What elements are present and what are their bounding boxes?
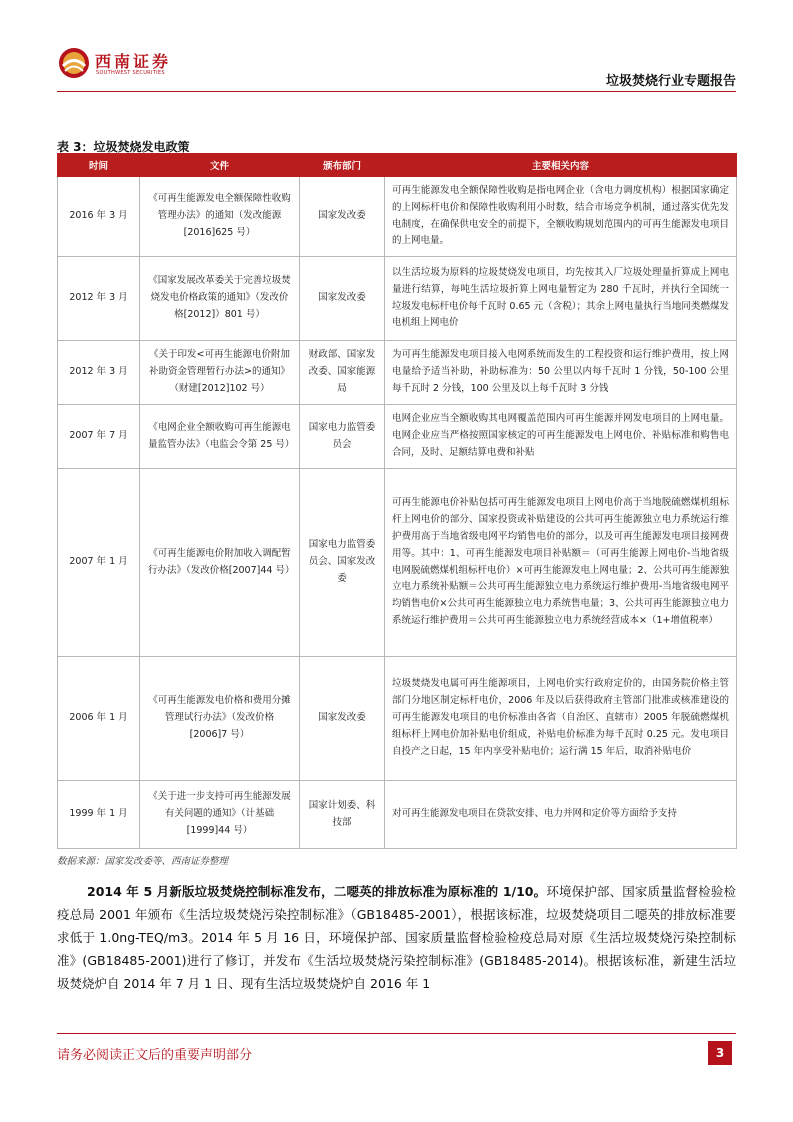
company-logo	[57, 46, 177, 86]
cell-time: 2016 年 3 月	[58, 177, 140, 257]
policy-table-container	[57, 153, 736, 849]
cell-time: 2012 年 3 月	[58, 341, 140, 405]
table-caption: 表 3：垃圾焚烧发电政策	[57, 140, 190, 154]
cell-file: 《关于进一步支持可再生能源发展有关问题的通知》（计基础[1999]44 号）	[140, 781, 300, 849]
cell-dept: 国家电力监管委员会	[300, 405, 385, 469]
report-title: 垃圾焚烧行业专题报告	[605, 74, 736, 89]
cell-dept: 国家计划委、科技部	[300, 781, 385, 849]
cell-file: 《国家发展改革委关于完善垃圾焚烧发电价格政策的通知》（发改价格[2012]）801 号）	[140, 257, 300, 341]
cell-time: 2012 年 3 月	[58, 257, 140, 341]
cell-file: 《关于印发<可再生能源电价附加补助资金管理暂行办法>的通知》（财建[2012]102 号）	[140, 341, 300, 405]
cell-content: 为可再生能源发电项目接入电网系统而发生的工程投资和运行维护费用，按上网电量给予适当补助，补助标准为：50 公里以内每千瓦时 1 分钱，50-100 公里每千瓦时 2 分钱，100 公里及以上每千瓦时 3 分钱	[385, 341, 737, 405]
page-header	[0, 0, 793, 110]
cell-dept: 国家发改委	[300, 177, 385, 257]
cell-file: 《可再生能源电价附加收入调配暂行办法》（发改价格[2007]44 号）	[140, 469, 300, 657]
data-source-note: 数据来源：国家发改委等、西南证券整理	[57, 856, 229, 867]
cell-dept: 国家电力监管委员会、国家发改委	[300, 469, 385, 657]
column-header-time: 时间	[58, 154, 140, 177]
cell-content: 以生活垃圾为原料的垃圾焚烧发电项目，均先按其入厂垃圾处理量折算成上网电量进行结算，每吨生活垃圾折算上网电量暂定为 280 千瓦时，并执行全国统一垃圾发电标杆电价每千瓦时 0.65 元（含税）；其余上网电量执行当地同类燃煤发电机组上网电价	[385, 257, 737, 341]
cell-content: 对可再生能源发电项目在贷款安排、电力并网和定价等方面给予支持	[385, 781, 737, 849]
table-row	[58, 341, 737, 405]
header-divider	[57, 91, 736, 92]
cell-file: 《可再生能源发电价格和费用分摊管理试行办法》（发改价格[2006]7 号）	[140, 657, 300, 781]
cell-dept: 财政部、国家发改委、国家能源局	[300, 341, 385, 405]
cell-file: 《电网企业全额收购可再生能源电量监管办法》（电监会令第 25 号）	[140, 405, 300, 469]
paragraph-lead: 2014 年 5 月新版垃圾焚烧控制标准发布，二噁英的排放标准为原标准的 1/10。	[87, 884, 547, 899]
table-row	[58, 405, 737, 469]
policy-table	[57, 153, 737, 849]
column-header-content: 主要相关内容	[385, 154, 737, 177]
cell-content: 可再生能源电价补贴包括可再生能源发电项目上网电价高于当地脱硫燃煤机组标杆上网电价的部分、国家投资或补贴建设的公共可再生能源独立电力系统运行维护费用高于当地省级电网平均销售电价的部分，以及可再生能源发电项目接网费用等。其中：1、可再生能源发电项目补贴额＝（可再生能源上网电价-当地省级电网脱硫燃煤机组标杆电价）×可再生能源发电上网电量；2、公共可再生能源独立电力系统补贴额＝公共可再生能源独立电力系统运行维护费用-当地省级电网平均销售电价×公共可再生能源独立电力系统售电量；3、公共可再生能源独立电力系统运行维护费用＝公共可再生能源独立电力系统经营成本×（1+增值税率）	[385, 469, 737, 657]
logo-mark-icon	[57, 46, 91, 80]
page-number: 3	[708, 1041, 732, 1065]
table-row	[58, 657, 737, 781]
cell-time: 1999 年 1 月	[58, 781, 140, 849]
column-header-file: 文件	[140, 154, 300, 177]
cell-time: 2007 年 1 月	[58, 469, 140, 657]
table-row	[58, 781, 737, 849]
cell-time: 2006 年 1 月	[58, 657, 140, 781]
table-row	[58, 257, 737, 341]
table-row	[58, 177, 737, 257]
cell-time: 2007 年 7 月	[58, 405, 140, 469]
cell-content: 垃圾焚烧发电属可再生能源项目，上网电价实行政府定价的，由国务院价格主管部门分地区制定标杆电价，2006 年及以后获得政府主管部门批准或核准建设的可再生能源发电项目的电价标准由各省（自治区、直辖市）2005 年脱硫燃煤机组标杆上网电价加补贴电价组成，补贴电价标准为每千瓦时 0.25 元。发电项目自投产之日起，15 年内享受补贴电价；运行满 15 年后，取消补贴电价	[385, 657, 737, 781]
table-row	[58, 469, 737, 657]
body-paragraph	[57, 880, 736, 995]
paragraph-text: 环境保护部、国家质量监督检验检疫总局 2001 年颁布《生活垃圾焚烧污染控制标准》（GB18485-2001），根据该标准，垃圾焚烧项目二噁英的排放标准要求低于 1.0ng-TEQ/m3。2014 年 5 月 16 日，环境保护部、国家质量监督检验检疫总局对原《生活垃圾焚烧污染控制标准》(GB18485-2001)进行了修订，并发布《生活垃圾焚烧污染控制标准》(GB18485-2014)。根据该标准，新建生活垃圾焚烧炉自 2014 年 7 月 1 日、现有生活垃圾焚烧炉自 2016 年 1	[57, 884, 736, 991]
column-header-dept: 颁布部门	[300, 154, 385, 177]
cell-dept: 国家发改委	[300, 657, 385, 781]
logo-chinese-name: 西南证券	[95, 52, 172, 71]
disclaimer-note: 请务必阅读正文后的重要声明部分	[57, 1048, 253, 1063]
cell-content: 可再生能源发电全额保障性收购是指电网企业（含电力调度机构）根据国家确定的上网标杆电价和保障性收购利用小时数，结合市场竞争机制，通过落实优先发电制度，在确保供电安全的前提下，全额收购规划范围内的可再生能源发电项目的上网电量。	[385, 177, 737, 257]
table-header-row	[58, 154, 737, 177]
cell-file: 《可再生能源发电全额保障性收购管理办法》的通知（发改能源[2016]625 号）	[140, 177, 300, 257]
logo-english-name: SOUTHWEST SECURITIES	[96, 70, 165, 76]
cell-content: 电网企业应当全额收购其电网覆盖范围内可再生能源并网发电项目的上网电量。电网企业应当严格按照国家核定的可再生能源发电上网电价、补贴标准和购售电合同，及时、足额结算电费和补贴	[385, 405, 737, 469]
footer-divider	[57, 1033, 736, 1034]
cell-dept: 国家发改委	[300, 257, 385, 341]
